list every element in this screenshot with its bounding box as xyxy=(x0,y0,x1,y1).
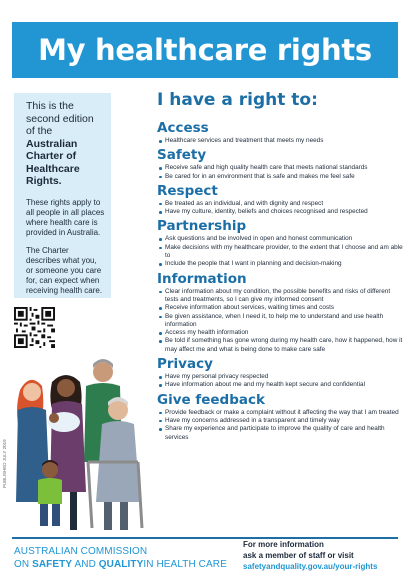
right-item: Healthcare services and treatment that meets my needs xyxy=(159,137,403,145)
section-title: Partnership xyxy=(157,218,247,235)
section-bullets xyxy=(157,137,403,145)
right-item: Be cared for in an environment that is safe and makes me feel safe xyxy=(159,173,403,181)
published-date: PUBLISHED JULY 2019 xyxy=(2,439,7,488)
right-item: Include the people that I want in planning and decision-making xyxy=(159,260,403,268)
right-item: Be given assistance, when I need it, to help me to understand and use health information xyxy=(159,313,403,330)
right-item: Be treated as an individual, and with dignity and respect xyxy=(159,200,403,208)
right-item: Have my personal privacy respected xyxy=(159,373,403,381)
more-information xyxy=(243,539,377,572)
section-title: Privacy xyxy=(157,356,213,373)
rights-list xyxy=(157,90,403,444)
section-safety xyxy=(157,147,403,181)
mother-head xyxy=(57,379,75,397)
section-title: Safety xyxy=(157,147,207,164)
right-item: Receive information about services, waiting times and costs xyxy=(159,304,403,312)
section-bullets xyxy=(157,288,403,354)
right-item: Access my health information xyxy=(159,329,403,337)
man-head xyxy=(93,362,113,382)
child-green-shirt xyxy=(38,478,62,504)
right-item: Have my culture, identity, beliefs and choices recognised and respected xyxy=(159,208,403,216)
charter-info-box xyxy=(14,93,111,298)
right-item: Share my experience and participate to improve the quality of care and health services xyxy=(159,425,403,442)
charter-edition-text: This is the second edition of the Australian Charter of Healthcare Rights. xyxy=(26,100,94,187)
section-bullets xyxy=(157,409,403,442)
woman-head xyxy=(23,383,41,401)
charter-scope-text: These rights apply to all people in all places where health care is provided in Australia. xyxy=(26,197,105,237)
rights-heading: I have a right to: xyxy=(157,90,318,110)
right-item: Ask questions and be involved in open and honest communication xyxy=(159,235,403,243)
section-partnership xyxy=(157,218,403,268)
ask-staff-line: ask a member of staff or visit xyxy=(243,551,354,560)
section-information xyxy=(157,271,403,354)
section-title: Access xyxy=(157,120,209,136)
rights-website-link[interactable]: safetyandquality.gov.au/your-rights xyxy=(243,562,378,571)
right-item: Make decisions with my healthcare provider, to the extent that I choose and am able to xyxy=(159,244,403,261)
right-item: Have my concerns addressed in a transparent and timely way xyxy=(159,417,403,425)
section-title: Information xyxy=(157,270,247,287)
section-bullets xyxy=(157,235,403,268)
child-head xyxy=(42,462,58,478)
commission-logo: AUSTRALIAN COMMISSION ON SAFETY AND QUALITYIN HEALTH CARE xyxy=(14,546,227,570)
charter-description-text: The Charter describes what you, or someone you care for, can expect when receiving health care. xyxy=(26,245,103,295)
section-give-feedback xyxy=(157,392,403,442)
right-item: Provide feedback or make a complaint without it affecting the way that I am treated xyxy=(159,409,403,417)
people-illustration xyxy=(8,352,158,532)
page-title: My healthcare rights xyxy=(38,33,372,67)
section-access xyxy=(157,120,403,145)
right-item: Receive safe and high quality health care that meets national standards xyxy=(159,164,403,172)
qr-code-icon[interactable] xyxy=(14,307,55,348)
section-respect xyxy=(157,183,403,217)
section-title: Respect xyxy=(157,182,218,199)
section-bullets xyxy=(157,373,403,390)
section-title: Give feedback xyxy=(157,391,265,408)
section-bullets xyxy=(157,164,403,181)
more-info-line: For more information xyxy=(243,540,324,549)
title-banner xyxy=(12,22,398,78)
rights-sections xyxy=(157,120,403,442)
section-bullets xyxy=(157,200,403,217)
section-privacy xyxy=(157,356,403,390)
right-item: Have information about me and my health kept secure and confidential xyxy=(159,381,403,389)
right-item: Be told if something has gone wrong during my health care, how it happened, how it may affect me and what is being done to make care safe xyxy=(159,337,403,354)
right-item: Clear information about my condition, the possible benefits and risks of different tests and treatments, so I can give my informed consent xyxy=(159,288,403,305)
